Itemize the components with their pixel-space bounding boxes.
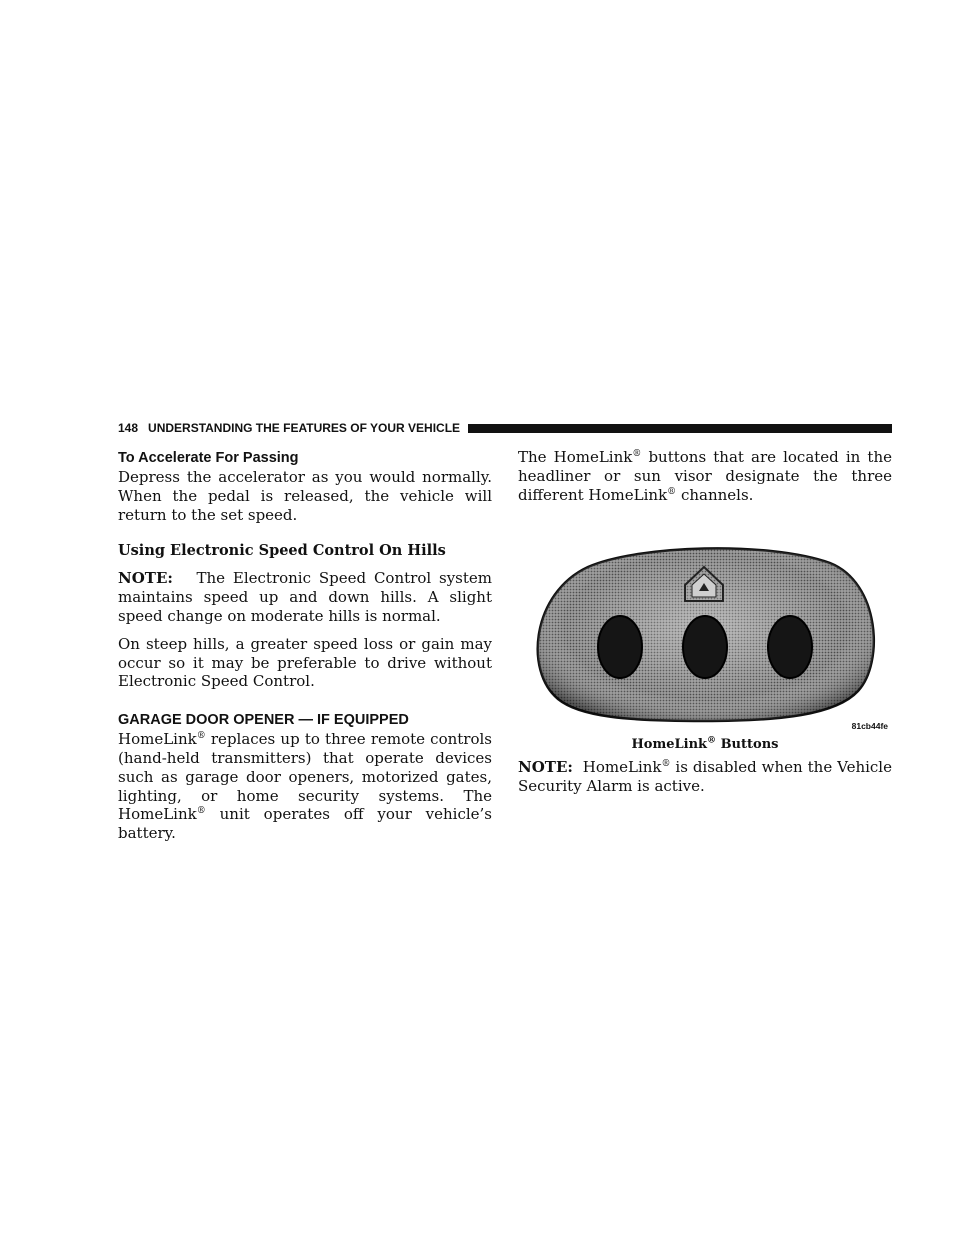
left-column (118, 448, 492, 852)
paragraph-garage (118, 730, 492, 843)
paragraph-steep-hills: On steep hills, a greater speed loss or gain may occur so it may be preferable to drive without Electronic Speed Control. (118, 634, 492, 691)
heading-garage-door-opener: GARAGE DOOR OPENER — IF EQUIPPED (118, 712, 409, 729)
header-rule (468, 424, 892, 433)
text-fragment: replaces up to three remote controls (hand-held transmitters) that operate devices such as garage door openers, motorized gates, lighting, or home security systems. The HomeLink (118, 730, 492, 824)
homelink-button-1 (598, 616, 642, 678)
text-fragment: channels. (676, 485, 754, 504)
note-label: NOTE: (518, 758, 573, 777)
registered-mark: ® (661, 759, 671, 770)
note-hills (118, 569, 492, 625)
paragraph-passing: Depress the accelerator as you would normally. When the pedal is released, the vehicle will return to the set speed. (118, 468, 492, 524)
page-number: 148 (118, 421, 139, 435)
note-security-alarm (518, 758, 892, 796)
registered-mark: ® (196, 806, 206, 817)
note-hills-text: The Electronic Speed Control system maintains speed up and down hills. A slight speed change on moderate hills is normal. (118, 569, 493, 625)
registered-mark: ® (196, 731, 206, 742)
text-fragment: HomeLink (631, 737, 708, 753)
registered-mark: ® (667, 486, 677, 497)
homelink-button-2 (683, 616, 727, 678)
figure-code: 81cb44fe (851, 721, 888, 732)
text-fragment: The HomeLink (518, 448, 633, 466)
heading-accelerate-passing: To Accelerate For Passing (118, 450, 299, 466)
text-fragment: Buttons (716, 737, 779, 753)
section-title: UNDERSTANDING THE FEATURES OF YOUR VEHICLE (148, 421, 461, 435)
text-fragment: buttons that are located in the headliner or sun visor designate the three different HomeLink (518, 448, 892, 504)
note-label: NOTE: (118, 569, 173, 588)
homelink-button-panel-icon (518, 531, 892, 733)
text-fragment: is disabled when the Vehicle Security Alarm is active. (518, 758, 892, 796)
text-fragment: HomeLink (582, 758, 662, 777)
paragraph-homelink-buttons (518, 448, 892, 504)
right-column (518, 448, 892, 805)
page-header (118, 420, 892, 436)
homelink-figure (518, 531, 892, 733)
figure-caption (518, 737, 892, 752)
registered-mark: ® (707, 736, 717, 747)
homelink-button-3 (768, 616, 812, 678)
text-fragment: unit operates off your vehicle’s battery. (118, 805, 492, 843)
text-fragment: HomeLink (118, 730, 197, 749)
heading-speed-control-hills: Using Electronic Speed Control On Hills (118, 542, 446, 560)
registered-mark: ® (632, 449, 642, 459)
